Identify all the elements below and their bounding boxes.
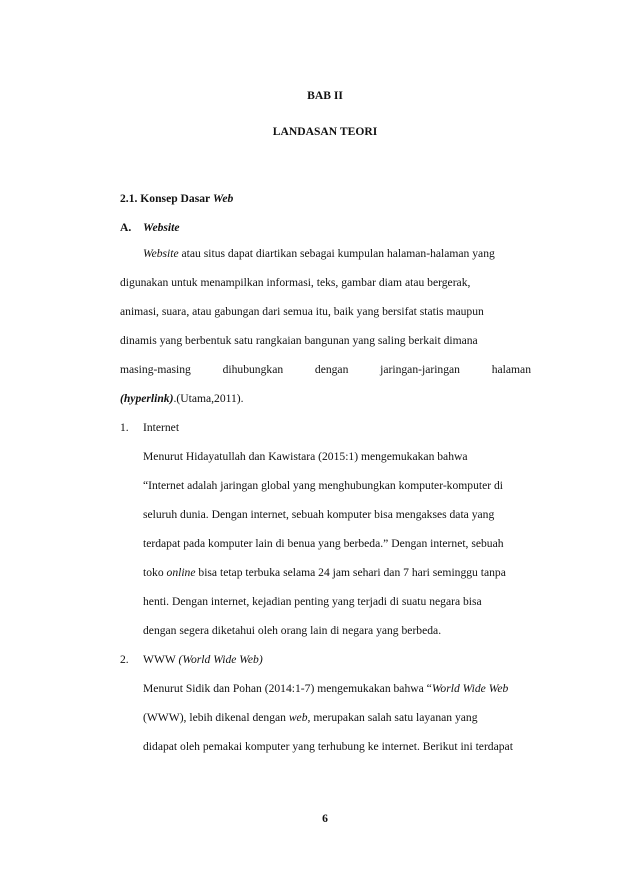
item-1-line-2: “Internet adalah jaringan global yang menghubungkan komputer-komputer di xyxy=(143,479,504,492)
item-1-line-7: dengan segera diketahui oleh orang lain di negara yang berbeda. xyxy=(143,624,442,637)
para-a-line-3: animasi, suara, atau gabungan dari semua itu, baik yang bersifat statis maupun xyxy=(120,305,484,318)
section-heading-text: 2.1. Konsep Dasar xyxy=(120,192,213,205)
item-2-line-3: didapat oleh pemakai komputer yang terhubung ke internet. Berikut ini terdapat xyxy=(143,740,513,753)
para-a-italic-term: Website xyxy=(143,247,179,260)
subsection-a-title: Website xyxy=(143,221,180,234)
world-wide-web-term: World Wide Web xyxy=(431,682,509,695)
para-a-word: masing-masing xyxy=(120,363,191,376)
section-heading-italic: Web xyxy=(212,192,234,205)
item-2-line-2 xyxy=(143,710,478,726)
subsection-a-marker: A. xyxy=(120,221,132,234)
item-2-line-2-a: (WWW), lebih dikenal dengan xyxy=(143,711,289,724)
item-1-line-5-text: bisa tetap terbuka selama 24 jam sehari dan 7 hari seminggu tanpa xyxy=(195,566,506,579)
citation-utama: .(Utama,2011). xyxy=(173,392,244,405)
para-a-line-5 xyxy=(120,362,531,378)
item-1-marker: 1. xyxy=(120,421,129,434)
item-1-line-1: Menurut Hidayatullah dan Kawistara (2015:1) mengemukakan bahwa xyxy=(143,450,468,463)
online-term: online xyxy=(166,566,196,579)
item-2-line-1 xyxy=(143,681,508,697)
hyperlink-term: (hyperlink) xyxy=(120,392,174,405)
item-2-title-italic: (World Wide Web) xyxy=(178,653,263,666)
item-1-line-6: henti. Dengan internet, kejadian penting yang terjadi di suatu negara bisa xyxy=(143,595,482,608)
item-1-title: Internet xyxy=(143,421,180,434)
item-1-line-5-pre: toko xyxy=(143,566,167,579)
para-a-line-2: digunakan untuk menampilkan informasi, teks, gambar diam atau bergerak, xyxy=(120,276,471,289)
item-2-line-1-text: Menurut Sidik dan Pohan (2014:1-7) mengemukakan bahwa “ xyxy=(143,682,432,695)
web-term: web xyxy=(288,711,308,724)
item-1-line-3: seluruh dunia. Dengan internet, sebuah komputer bisa mengakses data yang xyxy=(143,508,495,521)
para-a-line-4: dinamis yang berbentuk satu rangkaian bangunan yang saling berkait dimana xyxy=(120,334,478,347)
item-2-title-text: WWW xyxy=(143,653,179,666)
section-heading xyxy=(120,191,233,207)
para-a-line-1 xyxy=(143,246,531,262)
page-number: 6 xyxy=(322,812,328,825)
para-a-word: dengan xyxy=(314,363,349,376)
para-a-line-1-text: atau situs dapat diartikan sebagai kumpulan halaman-halaman yang xyxy=(178,247,495,260)
para-a-word: jaringan-jaringan xyxy=(380,363,460,376)
item-2-title xyxy=(143,652,263,668)
item-1-line-5 xyxy=(143,565,506,581)
item-1-line-4: terdapat pada komputer lain di benua yang berbeda.” Dengan internet, sebuah xyxy=(143,537,504,550)
chapter-number: BAB II xyxy=(307,89,343,102)
item-2-marker: 2. xyxy=(120,653,129,666)
para-a-word: halaman xyxy=(491,363,531,376)
para-a-word: dihubungkan xyxy=(222,363,284,376)
para-a-line-6 xyxy=(120,391,244,407)
item-2-line-2-b: , merupakan salah satu layanan yang xyxy=(307,711,478,724)
chapter-title: LANDASAN TEORI xyxy=(272,125,378,138)
